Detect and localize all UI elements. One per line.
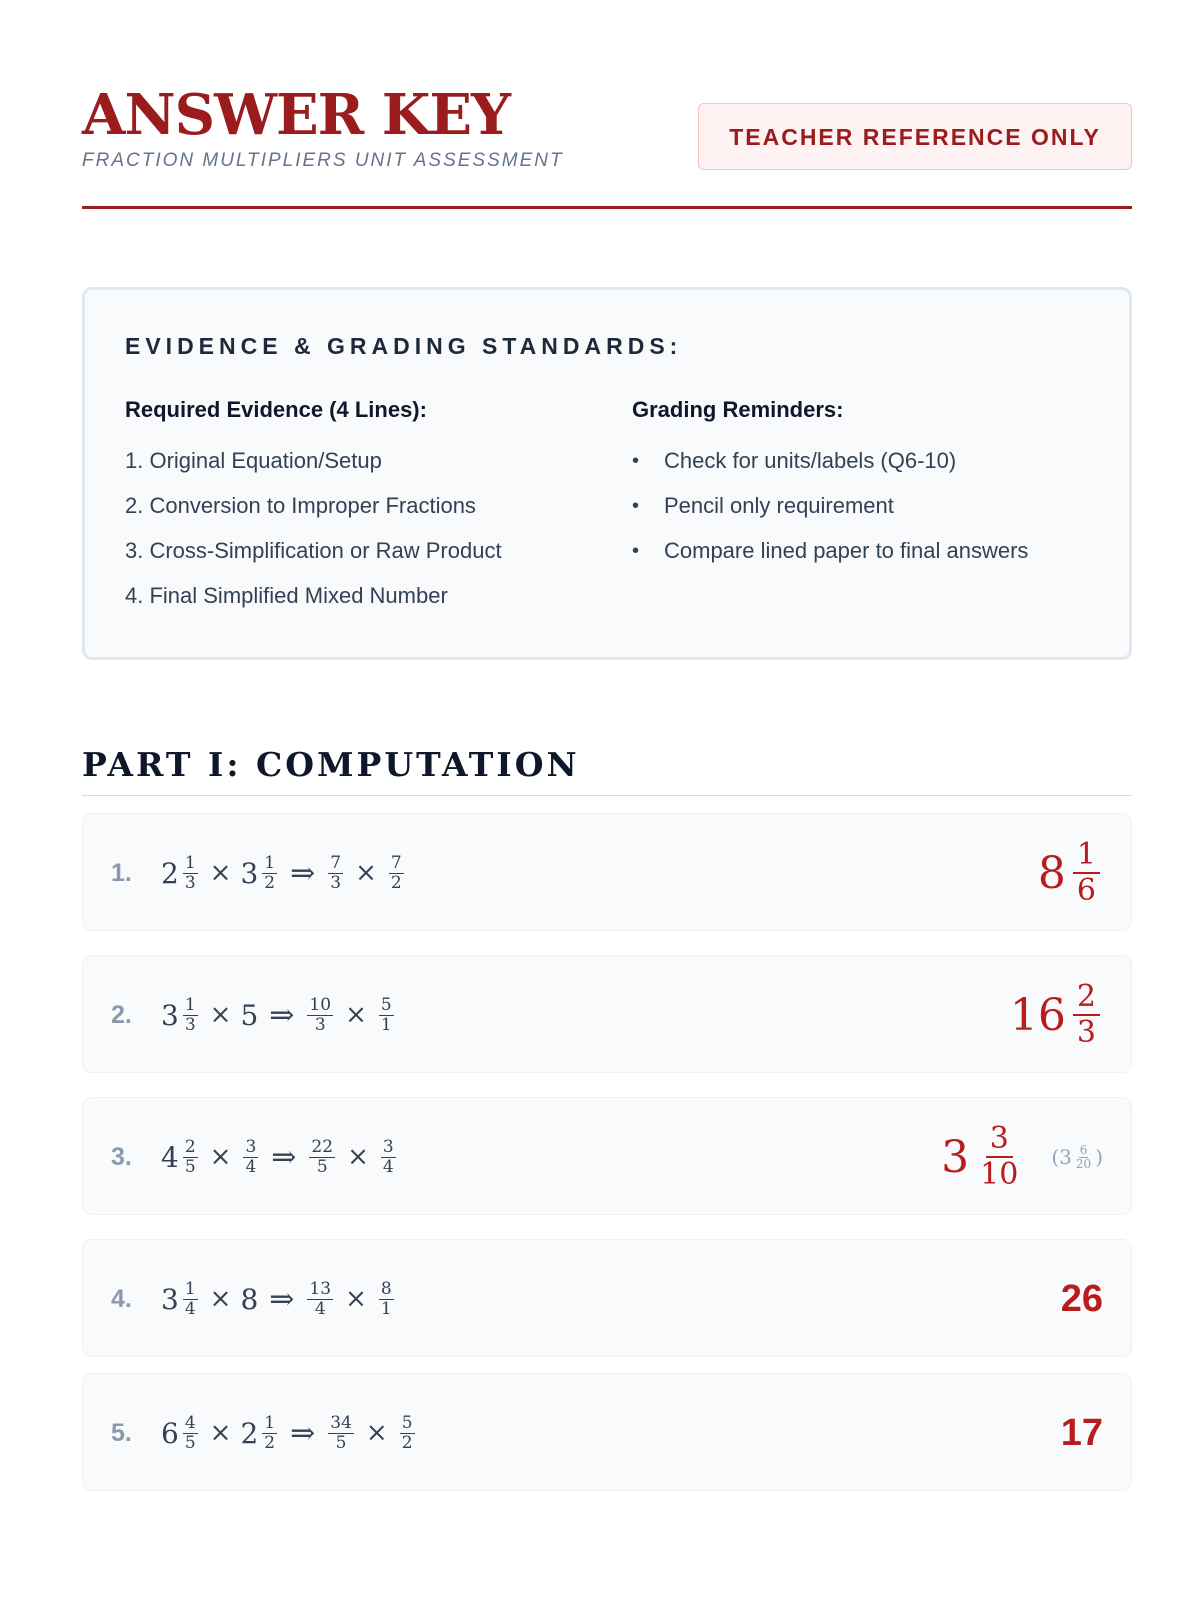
- grading-reminders-column: [632, 395, 1028, 581]
- answer-value: 26: [1060, 1277, 1103, 1320]
- required-evidence-heading: Required Evidence (4 Lines):: [125, 397, 427, 422]
- problem-card: [82, 1097, 1132, 1215]
- alt-open-paren: (: [1051, 1145, 1060, 1169]
- grading-reminders-heading: Grading Reminders:: [632, 397, 844, 422]
- evidence-title: EVIDENCE & GRADING STANDARDS:: [125, 333, 683, 359]
- evidence-item: 4. Final Simplified Mixed Number: [125, 583, 448, 608]
- denominator: 3: [330, 872, 342, 893]
- whole-part: 3: [161, 1282, 179, 1316]
- fraction: [379, 996, 394, 1035]
- problem-expression: [161, 1098, 399, 1216]
- numerator: 13: [309, 1278, 332, 1299]
- whole-part: 6: [161, 1416, 179, 1450]
- answer-fraction: [1073, 838, 1100, 908]
- page-subtitle: FRACTION MULTIPLIERS UNIT ASSESSMENT: [82, 150, 564, 171]
- problem-answer: [1038, 814, 1103, 932]
- denominator: 2: [264, 1432, 276, 1453]
- denominator: 4: [382, 1156, 394, 1177]
- problem-number: 1.: [111, 859, 132, 887]
- implies-arrow: ⇒: [271, 1139, 297, 1175]
- fraction: [328, 1414, 354, 1453]
- mixed-number: [240, 854, 280, 893]
- alternate-answer: [1051, 1144, 1103, 1171]
- problem-expression: [161, 1374, 418, 1492]
- fraction: [243, 1138, 258, 1177]
- problem-card: [82, 1373, 1132, 1491]
- denominator: 5: [184, 1432, 196, 1453]
- problem-number: 2.: [111, 1001, 132, 1029]
- mixed-number: [161, 996, 201, 1035]
- numerator: 7: [390, 852, 402, 873]
- problem-expression: [161, 1240, 397, 1358]
- numerator: 10: [309, 994, 332, 1015]
- mixed-number: [161, 854, 201, 893]
- fraction: [183, 1414, 198, 1453]
- denominator: 5: [316, 1156, 328, 1177]
- implies-arrow: ⇒: [269, 1281, 295, 1317]
- answer-denominator: 3: [1076, 1015, 1096, 1050]
- reminder-item: • Compare lined paper to final answers: [632, 536, 1028, 581]
- numerator: 1: [184, 852, 196, 873]
- problem-card: [82, 813, 1132, 931]
- fraction: [183, 1138, 198, 1177]
- answer-denominator: 10: [980, 1157, 1019, 1192]
- numerator: 4: [184, 1412, 196, 1433]
- fraction: [328, 854, 343, 893]
- evidence-item: 2. Conversion to Improper Fractions: [125, 493, 476, 518]
- answer-fraction: [976, 1122, 1022, 1192]
- whole-number: 5: [240, 998, 259, 1032]
- answer-value: 17: [1060, 1411, 1103, 1454]
- fraction: [381, 1138, 396, 1177]
- numerator: 34: [330, 1412, 352, 1433]
- reminder-item: • Check for units/labels (Q6-10): [632, 446, 1028, 491]
- denominator: 3: [314, 1014, 326, 1035]
- answer-fraction: [1073, 980, 1100, 1050]
- times-symbol: ×: [209, 1418, 232, 1448]
- times-symbol: ×: [365, 1418, 388, 1448]
- header: [82, 82, 1132, 209]
- evidence-item: 3. Cross-Simplification or Raw Product: [125, 538, 502, 563]
- denominator: 4: [184, 1298, 196, 1319]
- fraction: [307, 1280, 333, 1319]
- numerator: 22: [311, 1136, 334, 1157]
- answer-numerator: 3: [986, 1122, 1013, 1158]
- evidence-item: 1. Original Equation/Setup: [125, 448, 382, 473]
- grading-reminders-list: [632, 446, 1028, 581]
- times-symbol: ×: [345, 1000, 367, 1030]
- required-evidence-list: [125, 446, 502, 626]
- times-symbol: ×: [209, 1000, 232, 1030]
- mixed-number: [161, 1138, 201, 1177]
- answer-denominator: 6: [1076, 873, 1096, 908]
- numerator: 1: [184, 994, 196, 1015]
- whole-number: 8: [240, 1282, 259, 1316]
- numerator: 8: [380, 1278, 392, 1299]
- answer-mixed-number: [1010, 980, 1103, 1050]
- numerator: 1: [264, 852, 276, 873]
- problem-answer: [1061, 1240, 1103, 1358]
- problem-expression: [161, 814, 407, 932]
- problem-card: [82, 1239, 1132, 1357]
- whole-part: 2: [161, 856, 179, 890]
- numerator: 7: [330, 852, 342, 873]
- times-symbol: ×: [209, 1142, 232, 1172]
- fraction: [389, 854, 404, 893]
- problem-card: [82, 955, 1132, 1073]
- teacher-reference-badge: TEACHER REFERENCE ONLY: [698, 103, 1132, 170]
- denominator: 2: [264, 872, 276, 893]
- required-evidence-column: [125, 395, 502, 626]
- denominator: 3: [184, 1014, 196, 1035]
- numerator: 3: [382, 1136, 394, 1157]
- numerator: 3: [245, 1136, 257, 1157]
- numerator: 5: [380, 994, 392, 1015]
- evidence-grading-box: [82, 287, 1132, 660]
- mixed-number: [161, 1280, 201, 1319]
- answer-numerator: 1: [1073, 838, 1100, 874]
- alt-close-paren: ): [1095, 1145, 1103, 1169]
- fraction: [379, 1280, 394, 1319]
- denominator: 4: [245, 1156, 257, 1177]
- denominator: 1: [380, 1014, 392, 1035]
- fraction: [262, 1414, 277, 1453]
- problem-number: 4.: [111, 1285, 132, 1313]
- numerator: 1: [264, 1412, 276, 1433]
- denominator: 5: [184, 1156, 196, 1177]
- problem-answer: [1010, 956, 1103, 1074]
- denominator: 4: [314, 1298, 326, 1319]
- denominator: 3: [184, 872, 196, 893]
- problem-expression: [161, 956, 397, 1074]
- denominator: 2: [401, 1432, 413, 1453]
- whole-part: 4: [161, 1140, 179, 1174]
- fraction: [400, 1414, 415, 1453]
- part-heading: [82, 745, 1132, 796]
- whole-part: 2: [240, 1416, 259, 1450]
- denominator: 2: [390, 872, 402, 893]
- denominator: 5: [335, 1432, 347, 1453]
- reminder-item: • Pencil only requirement: [632, 491, 1028, 536]
- problem-answer: [1061, 1374, 1103, 1492]
- problem-answer: [941, 1098, 1103, 1216]
- fraction: [183, 854, 198, 893]
- answer-whole: 16: [1009, 989, 1066, 1041]
- times-symbol: ×: [209, 858, 232, 888]
- fraction: [307, 996, 333, 1035]
- numerator: 5: [401, 1412, 413, 1433]
- alt-whole: 3: [1059, 1145, 1072, 1169]
- mixed-number: [240, 1414, 280, 1453]
- answer-whole: 3: [941, 1131, 970, 1183]
- times-symbol: ×: [209, 1284, 232, 1314]
- answer-numerator: 2: [1073, 980, 1100, 1016]
- answer-whole: 8: [1037, 847, 1066, 899]
- alt-numerator: 6: [1079, 1142, 1088, 1157]
- denominator: 1: [380, 1298, 392, 1319]
- fraction: [183, 996, 198, 1035]
- whole-part: 3: [240, 856, 259, 890]
- fraction: [262, 854, 277, 893]
- whole-part: 3: [161, 998, 179, 1032]
- mixed-number: [161, 1414, 201, 1453]
- part-title: PART I: COMPUTATION: [82, 745, 580, 784]
- implies-arrow: ⇒: [290, 1415, 316, 1451]
- numerator: 2: [184, 1136, 196, 1157]
- problem-number: 5.: [111, 1419, 132, 1447]
- numerator: 1: [184, 1278, 196, 1299]
- times-symbol: ×: [345, 1284, 367, 1314]
- implies-arrow: ⇒: [269, 997, 295, 1033]
- fraction: [309, 1138, 335, 1177]
- alt-fraction: [1075, 1144, 1092, 1171]
- problem-number: 3.: [111, 1143, 132, 1171]
- alt-denominator: 20: [1075, 1156, 1092, 1171]
- page-title: ANSWER KEY: [82, 82, 511, 148]
- fraction: [183, 1280, 198, 1319]
- times-symbol: ×: [347, 1142, 369, 1172]
- times-symbol: ×: [355, 858, 377, 888]
- answer-mixed-number: [941, 1122, 1025, 1192]
- answer-mixed-number: [1038, 838, 1103, 908]
- implies-arrow: ⇒: [290, 855, 316, 891]
